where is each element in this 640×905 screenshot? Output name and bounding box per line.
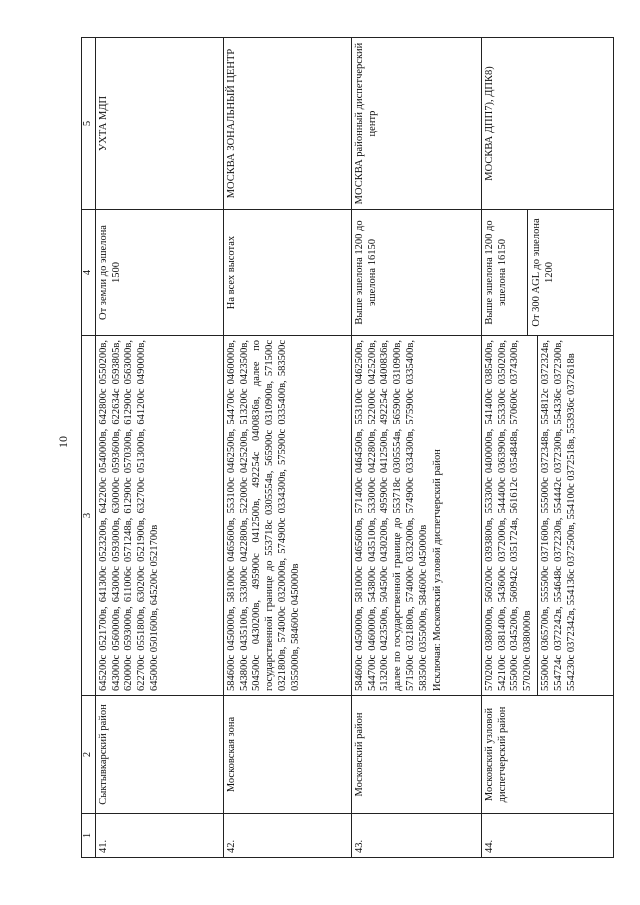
control-unit: МОСКВА ДПП7), ДПК8) xyxy=(481,38,613,210)
coordinates-text: 584600с 0450000в, 581000с 0465600в, 553100с 0462500в, 544700с 0460000в, 543800с 0435100в, 533000с 0422800в, 522000с 0425200в, 513200с 0423500в, 504500с 0430200в, 495900с 0412500в, 492254с 0400836в, далее по государственной границе до 553718с 0305554в, 565900с 0310900в, 571500с 0321800в, 574000с 0320000в, 574900с 0334300в, 575900с 0335400в, 583500с 0355000в, 584600с 0450000в xyxy=(223,336,351,696)
cell-divider xyxy=(537,336,538,695)
column-header-5: 5 xyxy=(82,38,96,210)
row-number: 43. xyxy=(351,814,481,858)
column-header-2: 2 xyxy=(82,696,96,814)
altitude-range-secondary: От 300 AGL до эшелона 1200 xyxy=(527,210,557,335)
altitude-range: От земли до эшелона 1500 xyxy=(95,210,223,336)
row-number: 41. xyxy=(95,814,223,858)
control-unit: МОСКВА районный диспетчерский центр xyxy=(351,38,481,210)
header-row xyxy=(82,38,96,858)
area-name: Московская зона xyxy=(223,696,351,814)
coordinates-cell xyxy=(351,336,481,696)
control-unit: МОСКВА ЗОНАЛЬНЫЙ ЦЕНТР xyxy=(223,38,351,210)
page-number: 10 xyxy=(56,436,70,448)
table-row xyxy=(223,38,351,858)
exclusion-note: Исключая: Московский узловой диспетчерский район xyxy=(431,449,443,691)
altitude-range: Выше эшелона 1200 до эшелона 16150 xyxy=(483,220,508,325)
area-name: Московский узловой диспетчерский район xyxy=(481,696,613,814)
table-row xyxy=(95,38,223,858)
coordinates-text: 570200с 0380000в, 560200с 0393800в, 553300с 0400000в, 541400с 0385400в, 542100с 0381400в, 543600с 0372000в, 544400с 0363900в, 553300с 0350200в, 555000с 0345200в, 560942с 0351724в, 561612с 0354848в, 570600с 0374300в, 570200с 0380000в xyxy=(483,340,534,691)
column-header-4: 4 xyxy=(82,210,96,336)
altitude-range-cell xyxy=(481,210,613,336)
area-name: Московский район xyxy=(351,696,481,814)
table-row xyxy=(481,38,613,858)
table-row xyxy=(351,38,481,858)
altitude-range: На всех высотах xyxy=(223,210,351,336)
coordinates-text: 645200с 0521700в, 641300с 0523200в, 642200с 0540000в, 642800с 0550200в, 643000с 0560000в, 643000с 0593000в, 630000с 0593600в, 622634с 0593805в, 620000с 0593000в, 611006с 0571248в, 612900с 0570300в, 612900с 0563000в, 622700с 0551800в, 630200с 0521900в, 632700с 0513000в, 641200с 0490000в, 645000с 0501600в, 645200с 0521700в xyxy=(95,336,223,696)
column-header-1: 1 xyxy=(82,814,96,858)
control-unit: УХТА МДП xyxy=(95,38,223,210)
area-name: Сыктывкарский район xyxy=(95,696,223,814)
column-header-3: 3 xyxy=(82,336,96,696)
altitude-range: Выше эшелона 1200 до эшелона 16150 xyxy=(351,210,481,336)
coordinates-text-secondary: 555000с 0365700в, 555500с 0371600в, 555000с 0372348в, 554812с 0372324в, 554724с 0372242в, 554648с 0372230в, 554442с 0372300в, 554336с 0372300в, 554230с 0372342в, 554136с 0372500в, 554100с 0372518в, 553936с 0372618в xyxy=(539,340,577,691)
row-number: 42. xyxy=(223,814,351,858)
rotated-page xyxy=(81,38,611,858)
row-number: 44. xyxy=(481,814,613,858)
coordinates-text: 584600с 0450000в, 581000с 0465600в, 571400с 0464500в, 553100с 0462500в, 544700с 0460000в, 543800с 0435100в, 533000с 0422800в, 522000с 0425200в, 513200с 0423500в, 504500с 0430200в, 495900с 0412500в, 492254с 0400836в, далее по государственной границе до 553718с 0305554в, 565900с 0310900в, 571500с 0321800в, 574000с 0332000в, 574900с 0334300в, 575900с 0335400в, 583500с 0355000в, 584600с 0450000в xyxy=(353,340,429,691)
coordinates-cell xyxy=(481,336,613,696)
airspace-table xyxy=(81,37,614,858)
